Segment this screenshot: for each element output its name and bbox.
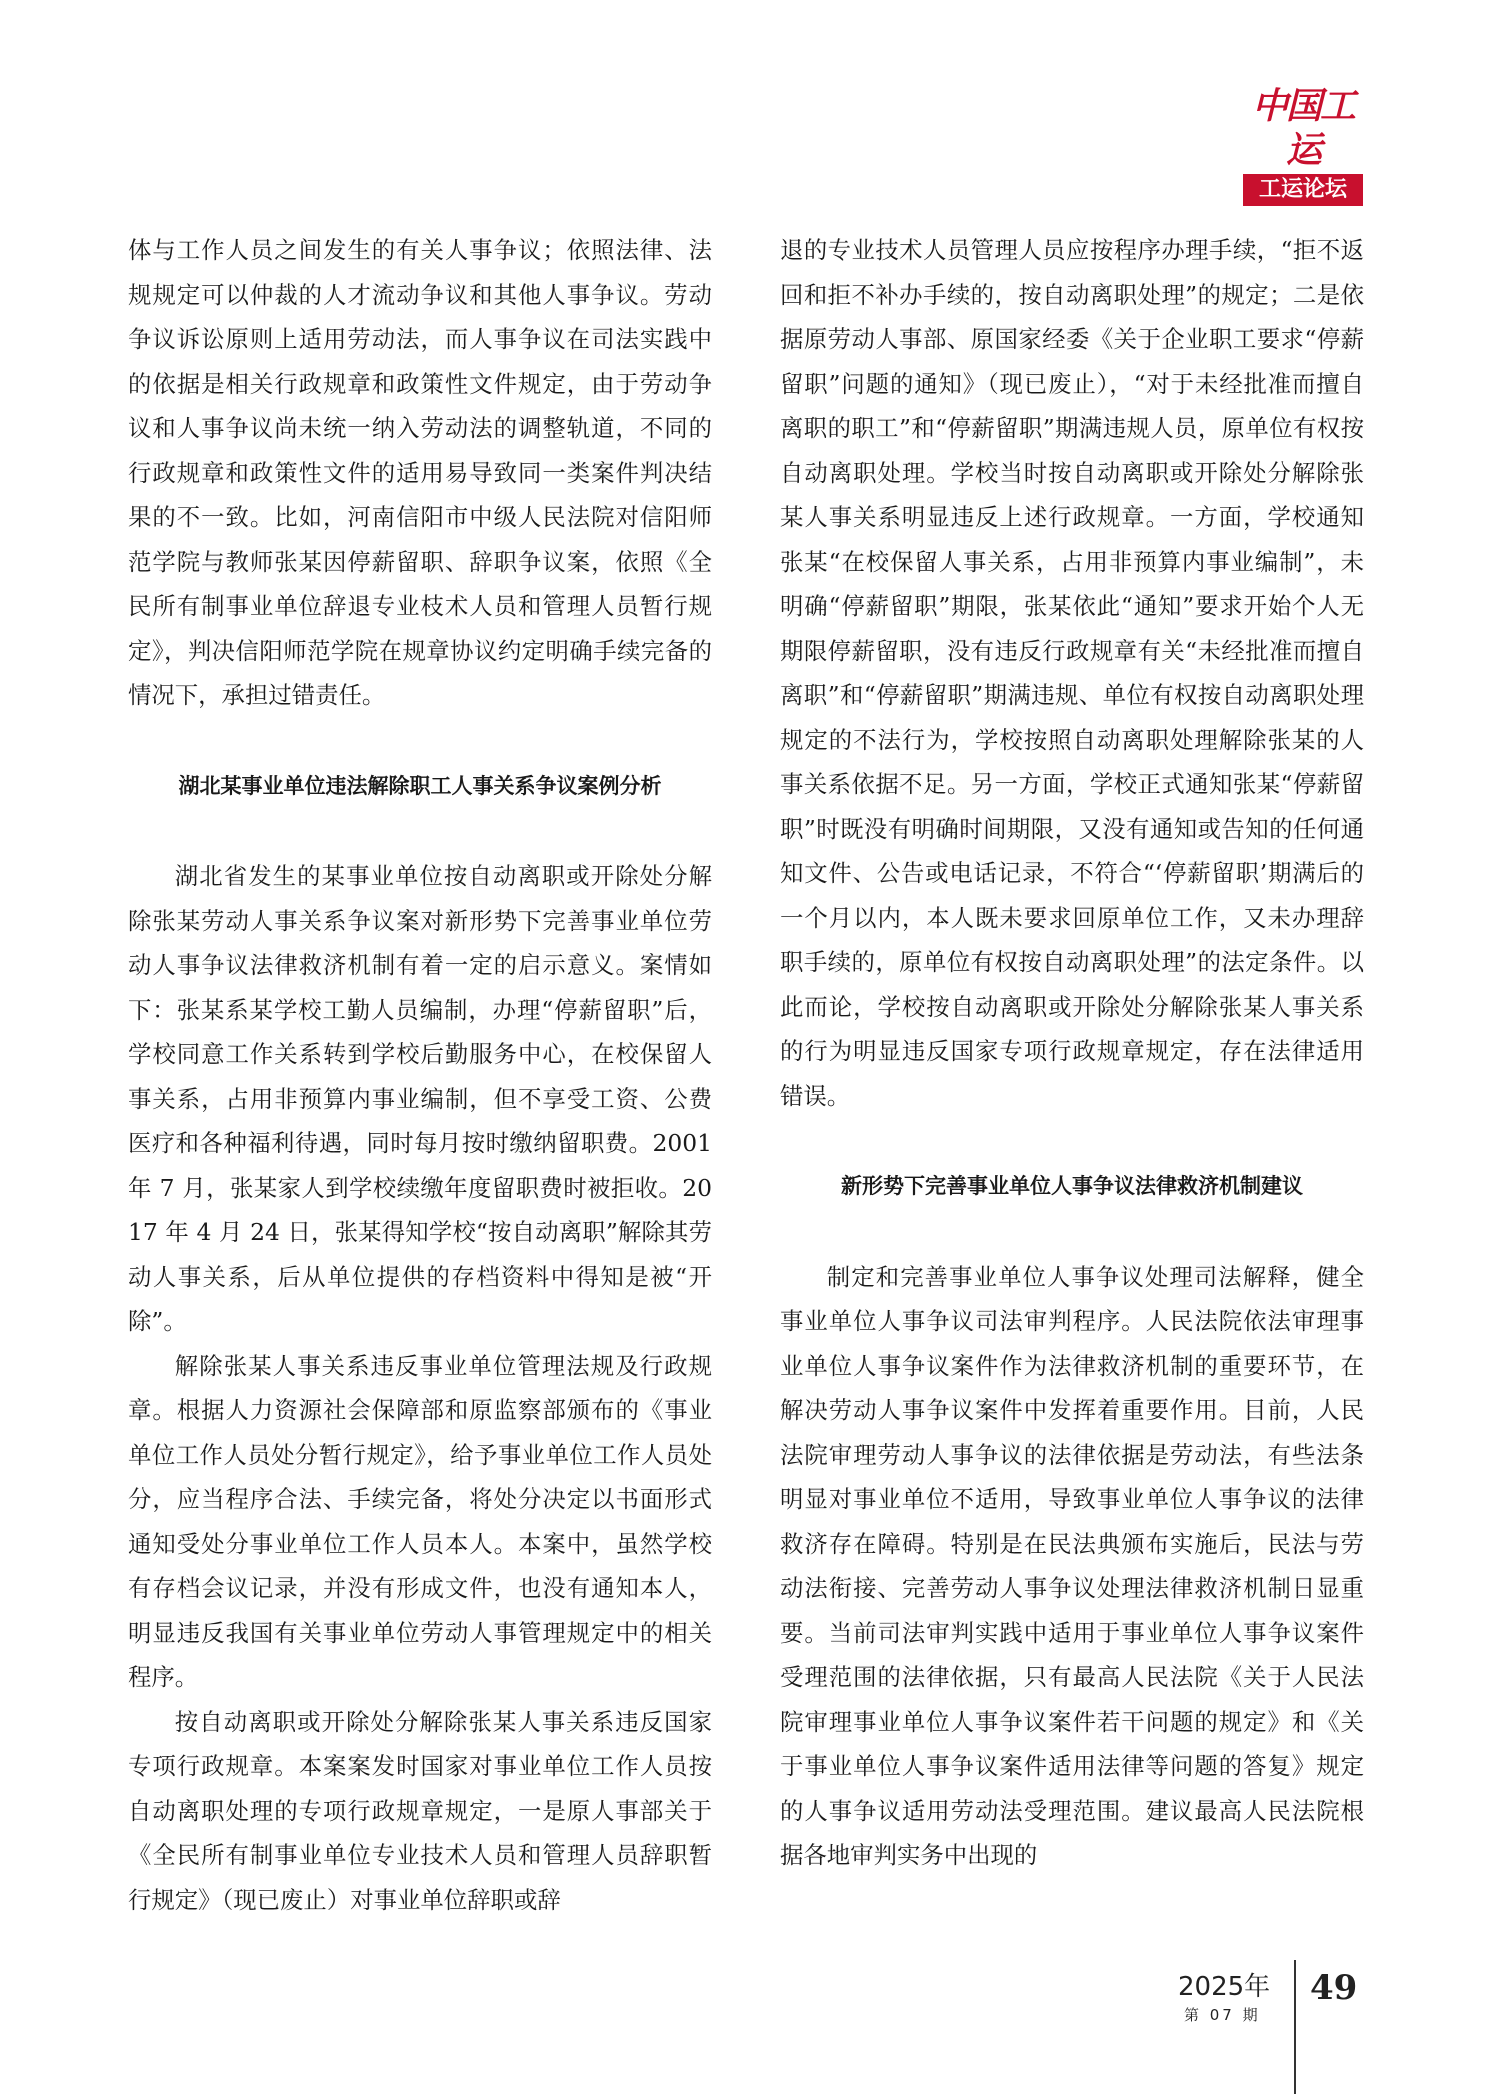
issue-number: 第 07 期 <box>1184 2006 1261 2024</box>
magazine-logo <box>1243 84 1363 206</box>
paragraph: 体与工作人员之间发生的有关人事争议；依照法律、法规规定可以仲裁的人才流动争议和其他人事争议。劳动争议诉讼原则上适用劳动法，而人事争议在司法实践中的依据是相关行政规章和政策性文件规定，由于劳动争议和人事争议尚未统一纳入劳动法的调整轨道，不同的行政规章和政策性文件的适用易导致同一类案件判决结果的不一致。比如，河南信阳市中级人民法院对信阳师范学院与教师张某因停薪留职、辞职争议案，依照《全民所有制事业单位辞退专业枝术人员和管理人员暂行规定》，判决信阳师范学院在规章协议约定明确手续完备的情况下，承担过错责任。 <box>128 236 712 709</box>
right-column <box>780 228 1364 1878</box>
page-number: 49 <box>1310 1968 1358 2008</box>
footer-divider <box>1294 1960 1296 2094</box>
paragraph: 制定和完善事业单位人事争议处理司法解释，健全事业单位人事争议司法审判程序。人民法院依法审理事业单位人事争议案件作为法律救济机制的重要环节，在解决劳动人事争议案件中发挥着重要作用。目前，人民法院审理劳动人事争议的法律依据是劳动法，有些法条明显对事业单位不适用，导致事业单位人事争议的法律救济存在障碍。特别是在民法典颁布实施后，民法与劳动法衔接、完善劳动人事争议处理法律救济机制日显重要。当前司法审判实践中适用于事业单位人事争议案件受理范围的法律依据，只有最高人民法院《关于人民法院审理事业单位人事争议案件若干问题的规定》和《关于事业单位人事争议案件适用法律等问题的答复》规定的人事争议适用劳动法受理范围。建议最高人民法院根据各地审判实务中出现的 <box>780 1262 1364 1869</box>
logo-brand: 中国工运 <box>1251 85 1354 171</box>
paragraph: 湖北省发生的某事业单位按自动离职或开除处分解除张某劳动人事关系争议案对新形势下完善事业单位劳动人事争议法律救济机制有着一定的启示意义。案情如下：张某系某学校工勤人员编制，办理“停薪留职”后，学校同意工作关系转到学校后勤服务中心，在校保留人事关系，占用非预算内事业编制，但不享受工资、公费医疗和各种福利待遇，同时每月按时缴纳留职费。2001 年 7 月，张某家人到学校续缴年度留职费时被拒收。2017 年 4 月 24 日，张某得知学校“按自动离职”解除其劳动人事关系，后从单位提供的存档资料中得知是被“开除”。 <box>128 862 712 1335</box>
issue-year: 2025年 <box>1178 1972 1271 2002</box>
section-heading: 湖北某事业单位违法解除职工人事关系争议案例分析 <box>178 773 662 798</box>
paragraph: 退的专业技术人员管理人员应按程序办理手续，“拒不返回和拒不补办手续的，按自动离职处理”的规定；二是依据原劳动人事部、原国家经委《关于企业职工要求“停薪留职”问题的通知》（现已废止），“对于未经批准而擅自离职的职工”和“停薪留职”期满违规人员，原单位有权按自动离职处理。学校当时按自动离职或开除处分解除张某人事关系明显违反上述行政规章。一方面，学校通知张某“在校保留人事关系，占用非预算内事业编制”，未明确“停薪留职”期限，张某依此“通知”要求开始个人无期限停薪留职，没有违反行政规章有关“未经批准而擅自离职”和“停薪留职”期满违规、单位有权按自动离职处理规定的不法行为，学校按照自动离职处理解除张某的人事关系依据不足。另一方面，学校正式通知张某“停薪留职”时既没有明确时间期限，又没有通知或告知的任何通知文件、公告或电话记录，不符合“‘停薪留职’期满后的一个月以内，本人既未要求回原单位工作，又未办理辞职手续的，原单位有权按自动离职处理”的法定条件。以此而论，学校按自动离职或开除处分解除张某人事关系的行为明显违反国家专项行政规章规定，存在法律适用错误。 <box>780 236 1364 1110</box>
left-column <box>128 228 712 1922</box>
section-tag: 工运论坛 <box>1243 174 1363 206</box>
paragraph: 按自动离职或开除处分解除张某人事关系违反国家专项行政规章。本案案发时国家对事业单位工作人员按自动离职处理的专项行政规章规定，一是原人事部关于《全民所有制事业单位专业技术人员和管理人员辞职暂行规定》（现已废止）对事业单位辞职或辞 <box>128 1707 712 1914</box>
paragraph: 解除张某人事关系违反事业单位管理法规及行政规章。根据人力资源社会保障部和原监察部颁布的《事业单位工作人员处分暂行规定》，给予事业单位工作人员处分，应当程序合法、手续完备，将处分决定以书面形式通知受处分事业单位工作人员本人。本案中，虽然学校有存档会议记录，并没有形成文件，也没有通知本人，明显违反我国有关事业单位劳动人事管理规定中的相关程序。 <box>128 1351 712 1691</box>
section-heading: 新形势下完善事业单位人事争议法律救济机制建议 <box>841 1174 1303 1198</box>
